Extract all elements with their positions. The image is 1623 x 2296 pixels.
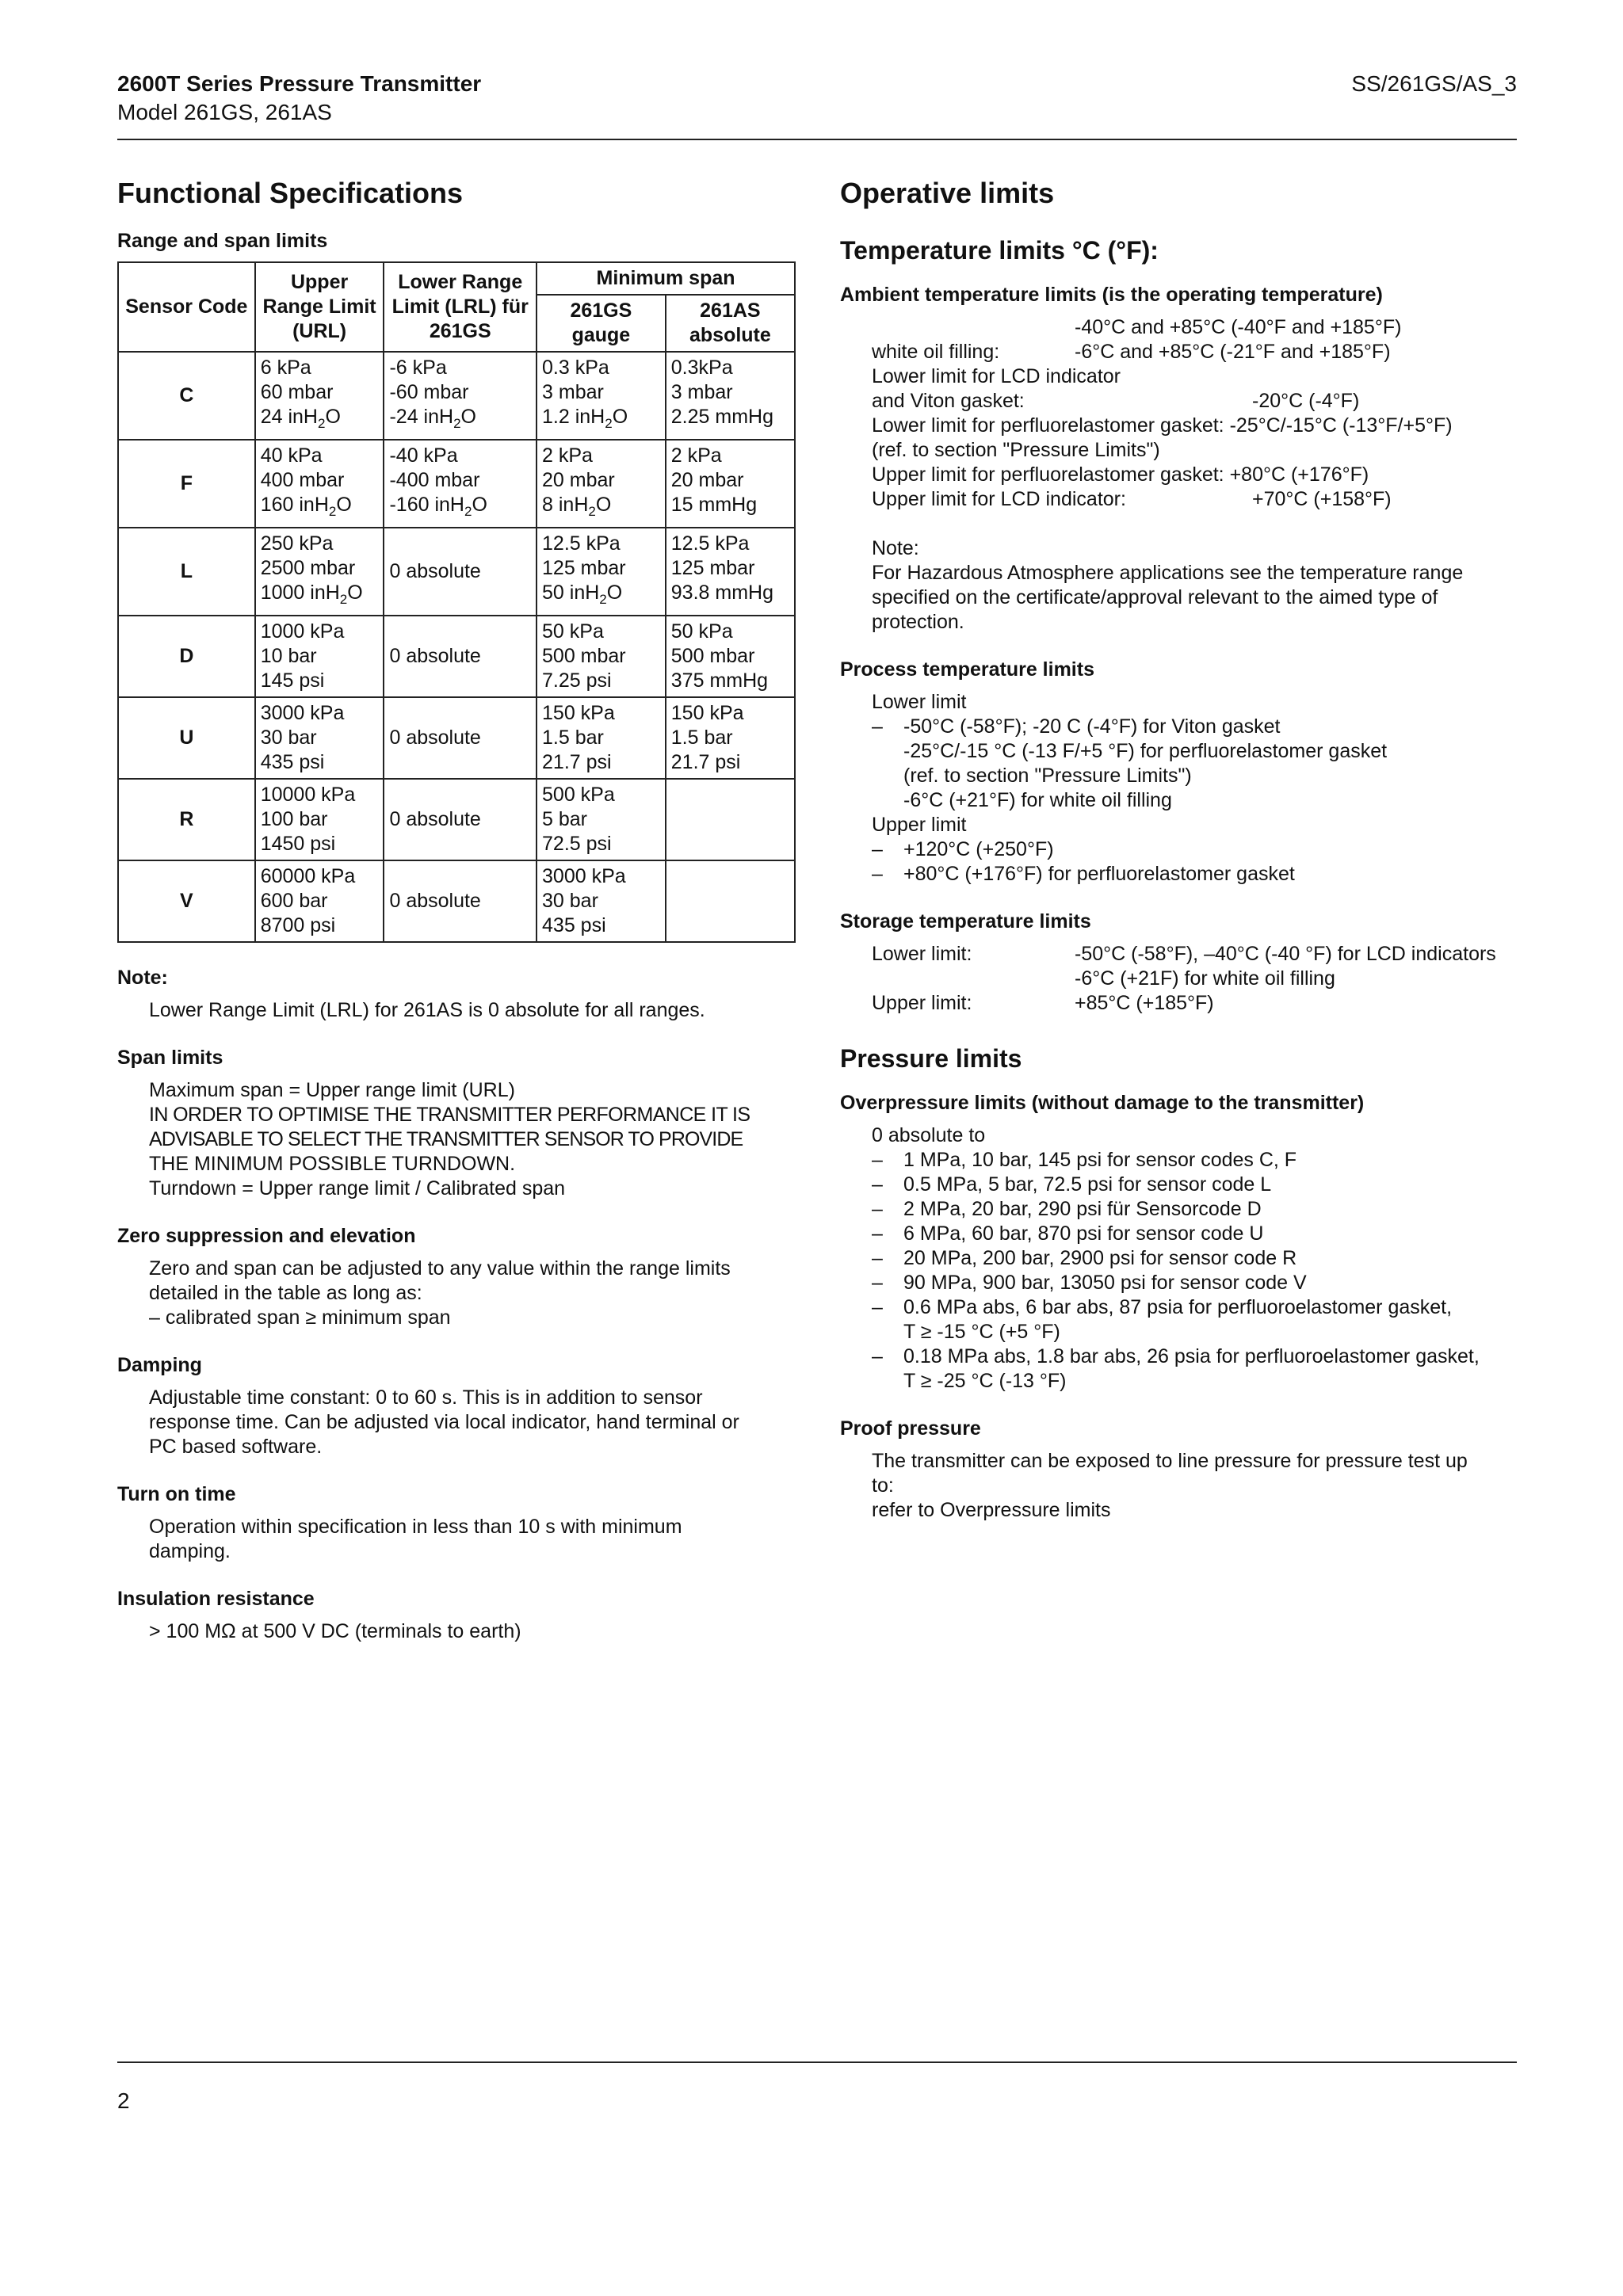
overpressure-cont: T ≥ -15 °C (+5 °F) — [903, 1321, 1060, 1343]
gs-value — [542, 832, 660, 856]
as-value — [671, 864, 789, 889]
subscript: 2 — [317, 416, 326, 431]
th-261as: 261AS absolute — [666, 295, 795, 352]
gs-value — [542, 356, 660, 380]
span-limits-title: Span limits — [117, 1047, 223, 1069]
as-text: 125 mbar — [670, 557, 755, 579]
url-value — [261, 669, 379, 693]
gs-value — [542, 913, 660, 938]
url-cell — [255, 352, 384, 440]
as-text: 15 mmHg — [670, 494, 758, 516]
damping-line: Adjustable time constant: 0 to 60 s. This is in addition to sensor — [149, 1386, 703, 1409]
ambient-value: -6°C and +85°C (-21°F and +185°F) — [1075, 341, 1391, 363]
as-text: 500 mbar — [670, 645, 755, 667]
sensor-code-cell: L — [118, 528, 255, 616]
temperature-limits-heading: Temperature limits °C (°F): — [840, 236, 1159, 265]
as-value — [671, 913, 789, 938]
process-lower-item: (ref. to section "Pressure Limits") — [903, 765, 1192, 787]
lrl-cell: 0 absolute — [384, 528, 537, 616]
gs-value — [542, 468, 660, 493]
as-cell — [666, 697, 795, 779]
as-value — [671, 620, 789, 644]
table-row — [118, 697, 795, 779]
overpressure-item: 0.6 MPa abs, 6 bar abs, 87 psia for perfluoroelastomer gasket, — [903, 1296, 1453, 1318]
overpressure-intro: 0 absolute to — [872, 1124, 986, 1146]
zero-line: – calibrated span ≥ minimum span — [149, 1306, 451, 1329]
gs-value — [542, 864, 660, 889]
url-text: 250 kPa — [260, 532, 334, 555]
as-value — [671, 807, 789, 832]
proof-line: The transmitter can be exposed to line pressure for pressure test up — [872, 1450, 1468, 1472]
url-value — [261, 356, 379, 380]
as-value — [671, 889, 789, 913]
turn-on-time-title: Turn on time — [117, 1483, 236, 1505]
gs-value — [542, 726, 660, 750]
lrl-cell: 0 absolute — [384, 616, 537, 697]
overpressure-item: 90 MPa, 900 bar, 13050 psi for sensor code V — [903, 1272, 1307, 1294]
overpressure-item: 0.18 MPa abs, 1.8 bar abs, 26 psia for perfluoroelastomer gasket, — [903, 1345, 1480, 1367]
gs-value — [542, 620, 660, 644]
table-row — [118, 440, 795, 528]
url-text: 40 kPa — [260, 444, 323, 467]
header-title: 2600T Series Pressure Transmitter — [117, 71, 482, 96]
as-text: 1.5 bar — [670, 727, 733, 749]
th-lrl: Lower Range Limit (LRL) für 261GS — [384, 262, 537, 352]
span-line: Maximum span = Upper range limit (URL) — [149, 1079, 515, 1101]
dash-mark: – — [872, 1247, 883, 1269]
gs-text: 8 inH — [542, 494, 589, 516]
damping-title: Damping — [117, 1354, 202, 1376]
ambient-note-title: Note: — [872, 537, 919, 559]
gs-value — [542, 493, 660, 524]
url-text: 6 kPa — [260, 357, 311, 379]
lrl-text: -160 inH — [389, 494, 464, 516]
gs-cell — [537, 697, 666, 779]
as-text: 2 kPa — [670, 444, 722, 467]
ambient-value: +70°C (+158°F) — [1252, 488, 1392, 510]
as-value — [671, 726, 789, 750]
lrl-text: -40 kPa — [389, 444, 458, 467]
gs-text: 30 bar — [542, 890, 598, 912]
url-text: 60 mbar — [260, 381, 334, 403]
subscript: 2 — [453, 416, 461, 431]
as-value — [671, 644, 789, 669]
url-text: 10000 kPa — [260, 784, 356, 806]
unit-suffix: O — [606, 582, 623, 604]
gs-text: 0.3 kPa — [542, 357, 609, 379]
dash-mark: – — [872, 1296, 883, 1318]
process-lower-item: -6°C (+21°F) for white oil filling — [903, 789, 1172, 811]
gs-text: 2 kPa — [542, 444, 593, 467]
sensor-code-cell: V — [118, 860, 255, 942]
overpressure-item: 6 MPa, 60 bar, 870 psi for sensor code U — [903, 1222, 1264, 1245]
url-value — [261, 913, 379, 938]
as-text: 0.3kPa — [670, 357, 733, 379]
ambient-note-line: protection. — [872, 611, 964, 633]
process-upper-item: +120°C (+250°F) — [903, 838, 1054, 860]
unit-suffix: O — [595, 494, 612, 516]
url-cell — [255, 697, 384, 779]
lrl-cell — [384, 352, 537, 440]
subscript: 2 — [588, 504, 596, 519]
footer-divider — [117, 2061, 1517, 2063]
url-value — [261, 832, 379, 856]
url-cell — [255, 779, 384, 860]
lrl-cell — [384, 440, 537, 528]
unit-suffix: O — [336, 494, 352, 516]
dash-mark: – — [872, 1272, 883, 1294]
process-upper-item: +80°C (+176°F) for perfluorelastomer gasket — [903, 863, 1295, 885]
header-model: Model 261GS, 261AS — [117, 100, 332, 124]
page — [117, 0, 1517, 2296]
url-text: 2500 mbar — [260, 557, 356, 579]
gs-text: 12.5 kPa — [542, 532, 621, 555]
process-temp-title: Process temperature limits — [840, 658, 1094, 681]
as-text: 2.25 mmHg — [670, 406, 773, 428]
unit-suffix: O — [460, 406, 476, 428]
as-cell — [666, 860, 795, 942]
gs-text: 125 mbar — [542, 557, 626, 579]
gs-value — [542, 750, 660, 775]
functional-specifications-heading: Functional Specifications — [117, 177, 464, 209]
ambient-line: (ref. to section "Pressure Limits") — [872, 439, 1160, 461]
lrl-text: -60 mbar — [389, 381, 469, 403]
gs-value — [542, 783, 660, 807]
dash-mark: – — [872, 1222, 883, 1245]
sensor-code-cell: F — [118, 440, 255, 528]
table-row — [118, 352, 795, 440]
dash-mark: – — [872, 1345, 883, 1367]
damping-line: PC based software. — [149, 1436, 323, 1458]
url-value — [261, 556, 379, 581]
ambient-line: Lower limit for perfluorelastomer gasket: -25°C/-15°C (-13°F/+5°F) — [872, 414, 1453, 437]
gs-value — [542, 444, 660, 468]
gs-value — [542, 556, 660, 581]
operative-limits-heading: Operative limits — [840, 177, 1055, 209]
url-text: 145 psi — [260, 669, 325, 692]
as-value — [671, 581, 789, 605]
url-value — [261, 620, 379, 644]
as-value — [671, 468, 789, 493]
as-value — [671, 832, 789, 856]
url-value — [261, 493, 379, 524]
process-lower-item: -50°C (-58°F); -20 C (-4°F) for Viton gasket — [903, 715, 1281, 738]
gs-text: 500 mbar — [542, 645, 626, 667]
ambient-key: Upper limit for LCD indicator: — [872, 488, 1126, 510]
lrl-cell: 0 absolute — [384, 697, 537, 779]
as-value — [671, 405, 789, 429]
process-upper-label: Upper limit — [872, 814, 967, 836]
left-column — [117, 176, 792, 1644]
gs-text: 50 kPa — [542, 620, 604, 643]
ambient-note-line: specified on the certificate/approval relevant to the aimed type of — [872, 586, 1438, 608]
lrl-value — [389, 493, 531, 524]
unit-suffix: O — [472, 494, 487, 516]
storage-lower-value: -50°C (-58°F), –40°C (-40 °F) for LCD indicators — [1075, 943, 1496, 965]
ambient-title: Ambient temperature limits (is the operating temperature) — [840, 284, 1383, 306]
gs-value — [542, 807, 660, 832]
lrl-value — [389, 444, 531, 468]
proof-pressure-title: Proof pressure — [840, 1417, 981, 1440]
th-261gs: 261GS gauge — [537, 295, 666, 352]
storage-temp-title: Storage temperature limits — [840, 910, 1091, 933]
gs-text: 435 psi — [542, 914, 606, 936]
pressure-limits-heading: Pressure limits — [840, 1044, 1022, 1073]
as-cell — [666, 616, 795, 697]
lrl-value — [389, 468, 531, 493]
proof-line: to: — [872, 1474, 894, 1497]
as-value — [671, 669, 789, 693]
table-row — [118, 779, 795, 860]
url-text: 8700 psi — [260, 914, 336, 936]
page-number: 2 — [117, 2088, 130, 2113]
ambient-line: -40°C and +85°C (-40°F and +185°F) — [1075, 316, 1402, 338]
as-value — [671, 532, 789, 556]
dash-mark: – — [872, 1198, 883, 1220]
as-cell — [666, 528, 795, 616]
gs-text: 50 inH — [542, 582, 600, 604]
gs-value — [542, 532, 660, 556]
url-value — [261, 380, 379, 405]
url-value — [261, 726, 379, 750]
zero-line: Zero and span can be adjusted to any value within the range limits — [149, 1257, 731, 1280]
as-value — [671, 444, 789, 468]
right-column — [840, 176, 1517, 1523]
url-value — [261, 807, 379, 832]
gs-text: 3 mbar — [542, 381, 604, 403]
storage-upper-value: +85°C (+185°F) — [1075, 992, 1214, 1014]
url-text: 400 mbar — [260, 469, 345, 491]
url-cell — [255, 860, 384, 942]
url-value — [261, 889, 379, 913]
ambient-key: and Viton gasket: — [872, 390, 1025, 412]
process-lower-item: -25°C/-15 °C (-13 F/+5 °F) for perfluorelastomer gasket — [903, 740, 1388, 762]
unit-suffix: O — [325, 406, 341, 428]
gs-text: 1.2 inH — [542, 406, 605, 428]
gs-cell — [537, 352, 666, 440]
as-value — [671, 556, 789, 581]
sensor-code-cell: U — [118, 697, 255, 779]
lrl-value — [389, 405, 531, 436]
overpressure-item: 2 MPa, 20 bar, 290 psi für Sensorcode D — [903, 1198, 1262, 1220]
url-value — [261, 468, 379, 493]
url-cell — [255, 440, 384, 528]
range-span-table — [117, 261, 796, 943]
gs-text: 500 kPa — [542, 784, 615, 806]
dash-mark: – — [872, 838, 883, 860]
as-text: 12.5 kPa — [670, 532, 750, 555]
gs-value — [542, 380, 660, 405]
lrl-value — [389, 356, 531, 380]
url-value — [261, 581, 379, 612]
lrl-cell: 0 absolute — [384, 779, 537, 860]
gs-cell — [537, 860, 666, 942]
subscript: 2 — [339, 592, 348, 607]
dash-mark: – — [872, 1173, 883, 1196]
ambient-line: Lower limit for LCD indicator — [872, 365, 1121, 387]
url-value — [261, 405, 379, 436]
url-value — [261, 644, 379, 669]
gs-text: 1.5 bar — [542, 727, 604, 749]
gs-value — [542, 669, 660, 693]
overpressure-item: 20 MPa, 200 bar, 2900 psi for sensor code R — [903, 1247, 1297, 1269]
lrl-text: -24 inH — [389, 406, 454, 428]
subscript: 2 — [605, 416, 613, 431]
table-row — [118, 616, 795, 697]
sensor-code-cell: D — [118, 616, 255, 697]
url-text: 3000 kPa — [260, 702, 345, 724]
as-cell — [666, 440, 795, 528]
note-text: Lower Range Limit (LRL) for 261AS is 0 absolute for all ranges. — [149, 999, 705, 1021]
as-value — [671, 701, 789, 726]
table-row — [118, 860, 795, 942]
dash-mark: – — [872, 715, 883, 738]
dash-mark: – — [872, 1149, 883, 1171]
url-text: 1000 inH — [260, 582, 340, 604]
url-text: 1450 psi — [260, 833, 336, 855]
as-cell — [666, 352, 795, 440]
header-doc-code: SS/261GS/AS_3 — [1351, 71, 1517, 96]
note-title: Note: — [117, 967, 168, 989]
range-span-title: Range and span limits — [117, 230, 328, 252]
insulation-text: > 100 MΩ at 500 V DC (terminals to earth) — [149, 1620, 521, 1642]
as-value — [671, 356, 789, 380]
gs-value — [542, 889, 660, 913]
gs-text: 150 kPa — [542, 702, 615, 724]
insulation-title: Insulation resistance — [117, 1588, 315, 1610]
url-text: 1000 kPa — [260, 620, 345, 643]
table-row — [118, 528, 795, 616]
zero-suppression-title: Zero suppression and elevation — [117, 1225, 416, 1247]
span-line: Turndown = Upper range limit / Calibrated span — [149, 1177, 566, 1199]
url-value — [261, 701, 379, 726]
as-value — [671, 783, 789, 807]
gs-cell — [537, 779, 666, 860]
zero-line: detailed in the table as long as: — [149, 1282, 422, 1304]
span-line: IN ORDER TO OPTIMISE THE TRANSMITTER PERFORMANCE IT IS — [149, 1104, 750, 1126]
url-cell — [255, 528, 384, 616]
proof-line: refer to Overpressure limits — [872, 1499, 1111, 1521]
url-text: 60000 kPa — [260, 865, 356, 887]
turn-on-line: damping. — [149, 1540, 231, 1562]
url-text: 435 psi — [260, 751, 325, 773]
span-line: THE MINIMUM POSSIBLE TURNDOWN. — [149, 1153, 516, 1175]
url-text: 600 bar — [260, 890, 328, 912]
process-lower-label: Lower limit — [872, 691, 967, 713]
overpressure-item: 1 MPa, 10 bar, 145 psi for sensor codes C, F — [903, 1149, 1297, 1171]
url-text: 100 bar — [260, 808, 328, 830]
sensor-code-cell: R — [118, 779, 255, 860]
storage-upper-key: Upper limit: — [872, 992, 972, 1014]
as-text: 375 mmHg — [670, 669, 769, 692]
gs-value — [542, 701, 660, 726]
url-text: 160 inH — [260, 494, 329, 516]
ambient-key: white oil filling: — [872, 341, 1000, 363]
url-value — [261, 783, 379, 807]
header-divider — [117, 139, 1517, 140]
ambient-note-line: For Hazardous Atmosphere applications see the temperature range — [872, 562, 1464, 584]
lrl-text: -400 mbar — [389, 469, 480, 491]
overpressure-title: Overpressure limits (without damage to the transmitter) — [840, 1092, 1365, 1114]
lrl-value — [389, 380, 531, 405]
gs-cell — [537, 440, 666, 528]
overpressure-cont: T ≥ -25 °C (-13 °F) — [903, 1370, 1067, 1392]
ambient-value: -20°C (-4°F) — [1252, 390, 1360, 412]
storage-lower-value: -6°C (+21F) for white oil filling — [1075, 967, 1335, 990]
url-value — [261, 750, 379, 775]
span-line: ADVISABLE TO SELECT THE TRANSMITTER SENSOR TO PROVIDE — [149, 1128, 743, 1150]
gs-cell — [537, 616, 666, 697]
as-text: 20 mbar — [670, 469, 744, 491]
as-value — [671, 380, 789, 405]
damping-line: response time. Can be adjusted via local indicator, hand terminal or — [149, 1411, 739, 1433]
overpressure-item: 0.5 MPa, 5 bar, 72.5 psi for sensor code L — [903, 1173, 1272, 1196]
unit-suffix: O — [347, 582, 363, 604]
gs-cell — [537, 528, 666, 616]
as-text: 3 mbar — [670, 381, 733, 403]
gs-text: 5 bar — [542, 808, 587, 830]
gs-text: 72.5 psi — [542, 833, 612, 855]
th-url: Upper Range Limit (URL) — [255, 262, 384, 352]
gs-text: 7.25 psi — [542, 669, 612, 692]
url-text: 10 bar — [260, 645, 317, 667]
gs-value — [542, 581, 660, 612]
as-text: 21.7 psi — [670, 751, 741, 773]
subscript: 2 — [328, 504, 337, 519]
as-text: 150 kPa — [670, 702, 744, 724]
gs-value — [542, 644, 660, 669]
th-minimum-span: Minimum span — [537, 262, 795, 295]
url-text: 24 inH — [260, 406, 318, 428]
url-value — [261, 532, 379, 556]
ambient-line: Upper limit for perfluorelastomer gasket: +80°C (+176°F) — [872, 463, 1369, 486]
storage-lower-key: Lower limit: — [872, 943, 972, 965]
sensor-code-cell: C — [118, 352, 255, 440]
gs-text: 20 mbar — [542, 469, 615, 491]
gs-text: 3000 kPa — [542, 865, 626, 887]
th-sensor-code: Sensor Code — [118, 262, 255, 352]
lrl-text: -6 kPa — [389, 357, 447, 379]
gs-value — [542, 405, 660, 436]
url-text: 30 bar — [260, 727, 317, 749]
as-cell — [666, 779, 795, 860]
gs-text: 21.7 psi — [542, 751, 612, 773]
url-cell — [255, 616, 384, 697]
subscript: 2 — [599, 592, 607, 607]
turn-on-line: Operation within specification in less than 10 s with minimum — [149, 1516, 682, 1538]
as-text: 93.8 mmHg — [670, 582, 773, 604]
dash-mark: – — [872, 863, 883, 885]
as-value — [671, 750, 789, 775]
as-text: 50 kPa — [670, 620, 733, 643]
as-value — [671, 493, 789, 517]
lrl-cell: 0 absolute — [384, 860, 537, 942]
url-value — [261, 444, 379, 468]
subscript: 2 — [464, 504, 472, 519]
url-value — [261, 864, 379, 889]
unit-suffix: O — [612, 406, 628, 428]
